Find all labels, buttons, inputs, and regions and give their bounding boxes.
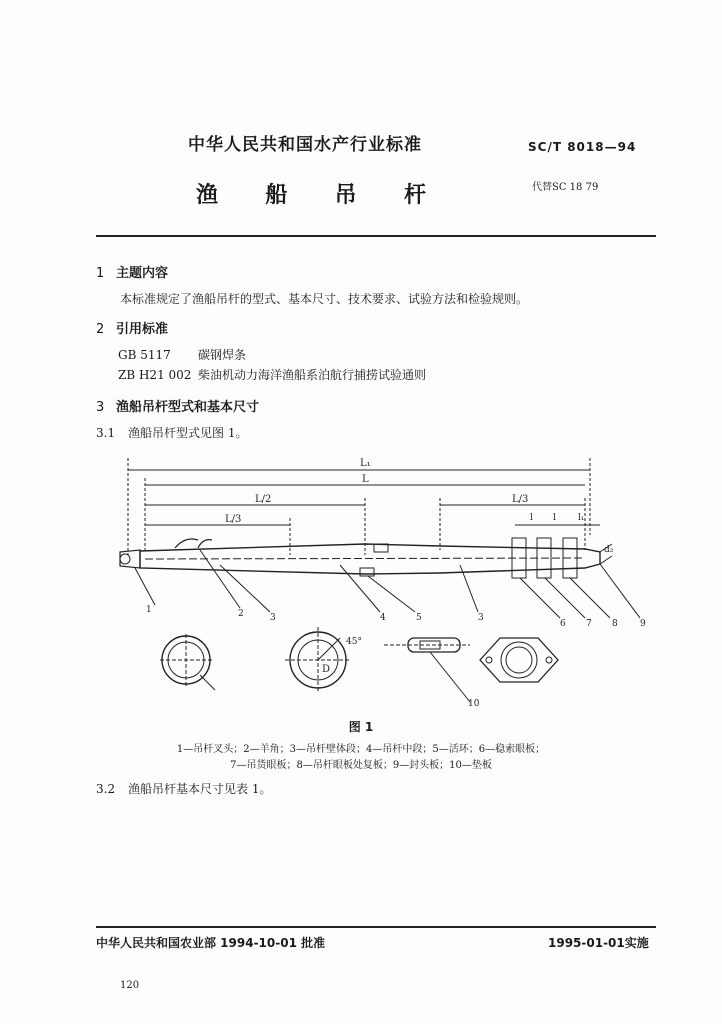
movable-ring [360,568,374,576]
dim-label-d2: d₂ [604,545,614,555]
section-number: 3 [96,400,105,415]
leader-line [545,578,585,618]
bolt-hole [546,657,552,663]
leader-line [430,652,470,702]
reference-code: ZB H21 002 [118,368,192,382]
title-char: 吊 [334,183,357,208]
dim-label-l1: L₁ [360,458,371,469]
document-title [196,178,426,209]
section-number: 1 [96,266,105,281]
leader-line [220,565,270,612]
leader-line [520,578,560,618]
section-title: 渔船吊杆型式和基本尺寸 [116,400,260,415]
reference-code: GB 5117 [118,348,171,362]
title-char: 杆 [403,183,426,208]
dim-label-half: L/2 [255,494,272,505]
reference-item [118,366,426,383]
section-title: 引用标准 [116,322,169,337]
derrick-boom-drawing [0,440,722,720]
section-heading-2 [96,318,168,337]
clause-text: 渔船吊杆型式见图 1。 [128,426,248,440]
angle-label: 45° [346,637,362,647]
reference-title: 碳钢焊条 [198,348,247,362]
effective-date: 1995-01-01实施 [548,936,649,950]
replaces-note: 代替SC 18 79 [532,182,599,193]
dim-label-d: D [322,664,331,675]
dim-label-third-right: L/3 [512,494,529,505]
part-label: 10 [468,699,480,709]
boom-body [140,544,600,574]
dim-label-l: L [362,474,369,485]
approval-line: 中华人民共和国农业部 1994-10-01 批准 [96,936,326,950]
dim-label-l: l [530,513,533,523]
fork-pin [120,554,130,564]
section-number: 2 [96,322,105,337]
leader-line [570,578,610,618]
leader-line [135,568,155,605]
part-label: 9 [640,619,646,629]
boom-centerline [145,558,585,559]
part-label: 4 [380,613,386,623]
section-title: 主题内容 [116,266,169,281]
part-label: 3 [270,613,276,623]
footer-rule [96,926,656,928]
leader-line [200,675,215,690]
clause-3-2 [96,780,271,797]
section-heading-1 [96,262,168,281]
standard-code: SC/T 8018—94 [528,140,637,154]
title-char: 渔 [196,183,219,208]
header-rule [96,235,656,237]
flange-inner [506,647,532,673]
dim-label-third-left: L/3 [225,514,242,525]
reference-title: 柴油机动力海洋渔船系泊航行捕捞试验通则 [198,368,427,382]
figure-caption: 图 1 [348,720,374,734]
clause-3-1 [96,424,247,441]
leader-line [600,564,640,618]
horn-cleat [175,539,198,548]
title-char: 船 [265,183,288,208]
part-label: 7 [586,619,592,629]
horn-cleat [198,540,212,548]
clause-number: 3.2 [96,782,116,796]
part-label: 5 [416,613,422,623]
standard-organization: 中华人民共和国水产行业标准 [188,135,422,155]
clause-number: 3.1 [96,426,116,440]
section-heading-3 [96,396,259,415]
part-label: 3 [478,613,484,623]
angle-line [318,638,340,660]
dim-label-l1: l₁ [578,513,585,523]
figure-legend-line: 7—吊货眼板；8—吊杆眼板处复板；9—封头板；10—垫板 [230,760,492,771]
clause-text: 渔船吊杆基本尺寸见表 1。 [128,782,272,796]
figure-legend-line: 1—吊杆叉头；2—羊角；3—吊杆壁体段；4—吊杆中段；5—活环；6—稳索眼板； [176,744,546,755]
section-1-body: 本标准规定了渔船吊杆的型式、基本尺寸、技术要求、试验方法和检验规则。 [120,292,529,306]
page-number: 120 [120,980,140,991]
bolt-hole [486,657,492,663]
part-label: 6 [560,619,566,629]
part-label: 8 [612,619,618,629]
part-label: 1 [146,605,152,615]
dim-label-l: l [553,513,556,523]
reference-item [118,346,246,363]
part-label: 2 [238,609,244,619]
